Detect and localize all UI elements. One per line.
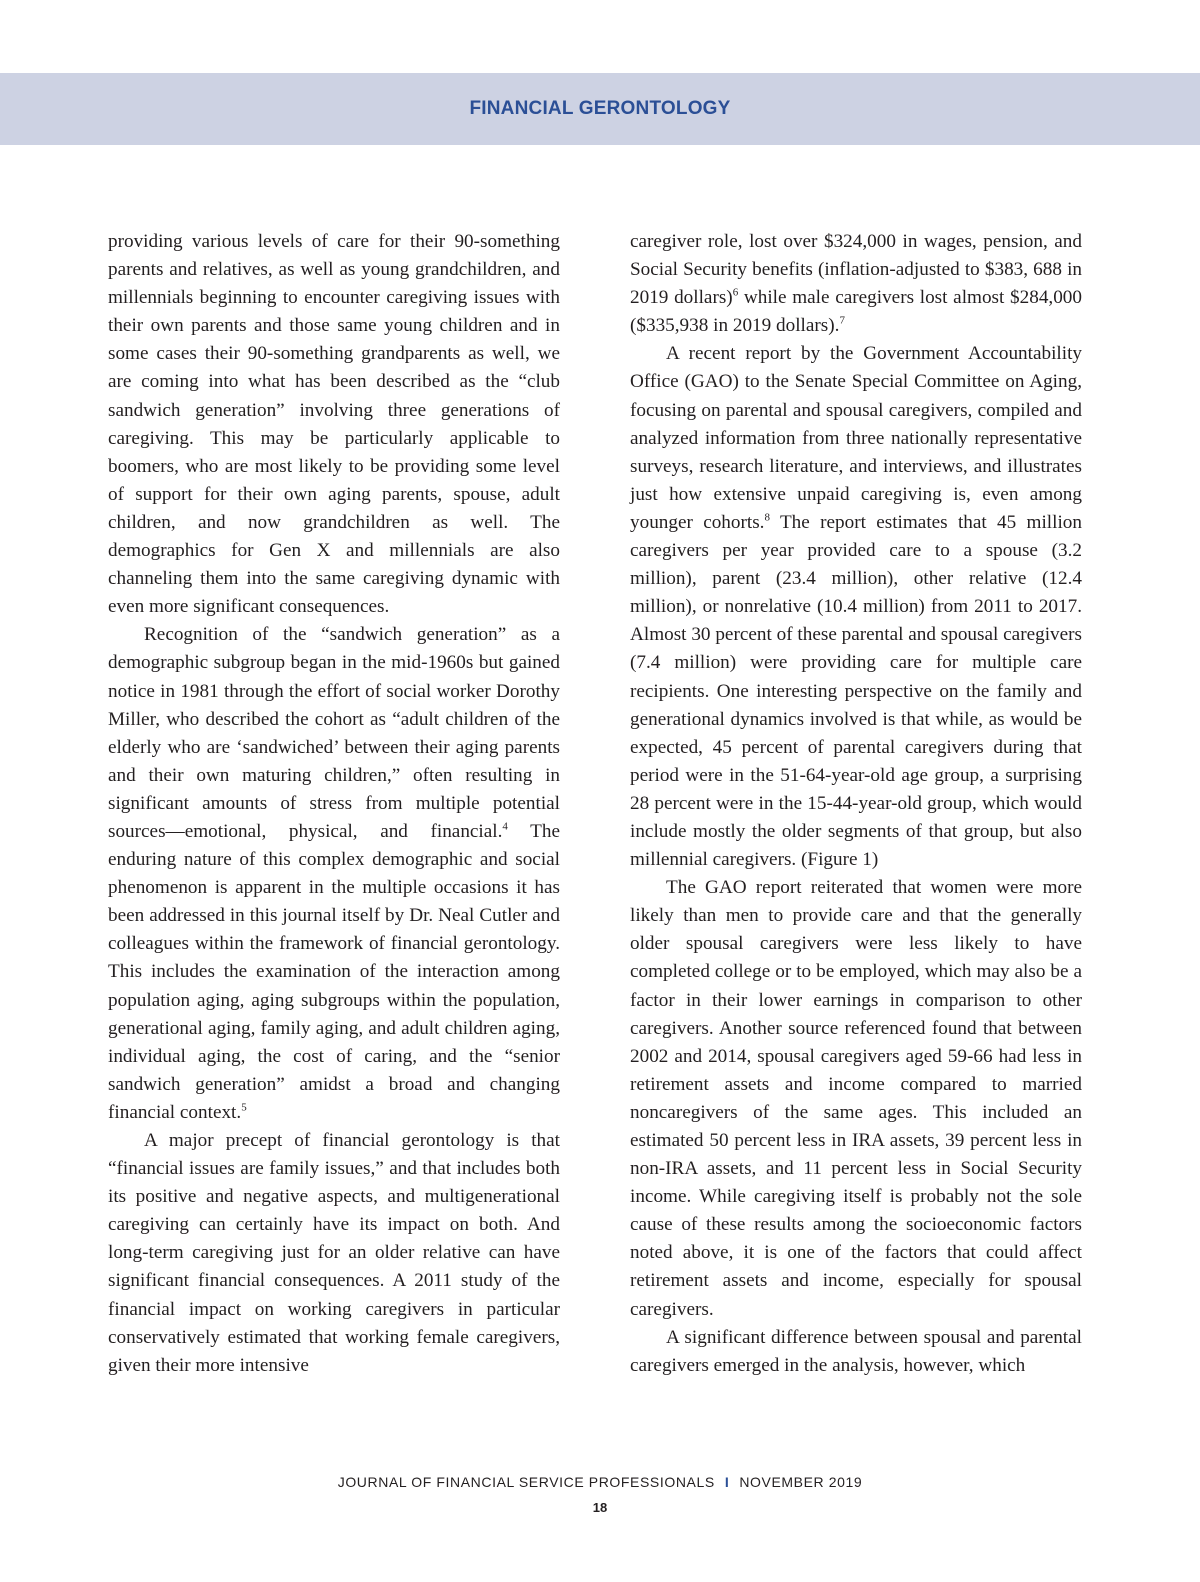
left-column: [108, 228, 560, 1380]
paragraph: The GAO report reiterated that women were more likely than men to provide care and that the generally older spousal caregivers were less likely to have completed college or to be employed, which may also be a factor in their lower earnings in comparison to other caregivers. Another source referenced found that between 2002 and 2014, spousal caregivers aged 59-66 had less in retirement assets and income compared to married noncaregivers of the same ages. This included an estimated 50 percent less in IRA assets, 39 percent less in non-IRA assets, and 11 percent less in Social Security income. While caregiving itself is probably not the sole cause of these results among the socioeconomic factors noted above, it is one of the factors that could affect retirement assets and income, especially for spousal caregivers.: [630, 877, 1082, 1320]
paragraph-text: The report estimates that 45 million caregivers per year provided care to a spouse (3.2 million), parent (23.4 million), other relative (12.4 million), or nonrelative (10.4 million) from 2011 to 2017. Almost 30 percent of these parental and spousal caregivers (7.4 million) were providing care for multiple care recipients. One interesting perspective on the family and generational dynamics involved is that while, as would be expected, 45 percent of parental caregivers during that period were in the 51-64-year-old age group, a surprising 28 percent were in the 15-44-year-old group, which would include mostly the older segments of that group, but also millennial caregivers. (Figure 1): [630, 511, 1082, 871]
paragraph-text: A recent report by the Government Accountability Office (GAO) to the Senate Special Committee on Aging, focusing on parental and spousal caregivers, compiled and analyzed information from three nationally representative surveys, research literature, and interviews, and illustrates just how extensive unpaid caregiving is, even among younger cohorts.: [630, 343, 1082, 533]
paragraph: A significant difference between spousal and parental caregivers emerged in the analysis, however, which: [630, 1326, 1082, 1376]
footnote-ref: 7: [839, 314, 845, 327]
paragraph: [630, 228, 1082, 340]
footnote-ref: 5: [241, 1101, 247, 1114]
paragraph-text: Recognition of the “sandwich generation” as a demographic subgroup began in the mid-1960s but gained notice in 1981 through the effort of social worker Dorothy Miller, who described the cohort as “adult children of the elderly who are ‘sandwiched’ between their aging parents and their own maturing children,” often resulting in significant amounts of stress from multiple potential sources—emotional, physical, and financial.: [108, 624, 560, 842]
footnote-ref: 4: [502, 820, 508, 833]
right-column: [630, 228, 1082, 1380]
paragraph: [630, 340, 1082, 874]
footer: [0, 1474, 1200, 1490]
issue-date: NOVEMBER 2019: [739, 1474, 863, 1490]
paragraph: [108, 621, 560, 1127]
paragraph: A major precept of financial gerontology is that “financial issues are family issues,” and that includes both its positive and negative aspects, and multigenerational caregiving can certainly have its impact on both. And long-term caregiving just for an older relative can have significant financial consequences. A 2011 study of the financial impact on working caregivers in particular conservatively estimated that working female caregivers, given their more intensive: [108, 1130, 560, 1376]
header-band: [0, 73, 1200, 145]
footnote-ref: 6: [732, 286, 739, 299]
section-title: FINANCIAL GERONTOLOGY: [469, 98, 731, 119]
paragraph-text: caregiver role, lost over $324,000 in wages, pension, and Social Security benefits (inflation-adjusted to $383, 688 in 2019 dollars): [630, 231, 1082, 309]
paragraph: providing various levels of care for their 90-something parents and relatives, as well as young grandchildren, and millennials beginning to encounter caregiving issues with their own parents and those same young children and in some cases their 90-something grandparents as well, we are coming into what has been described as the “club sandwich generation” involving three generations of caregiving. This may be particularly applicable to boomers, who are most likely to be providing some level of support for their own aging parents, spouse, adult children, and now grandchildren as well. The demographics for Gen X and millennials are also channeling them into the same caregiving dynamic with even more significant consequences.: [108, 231, 560, 618]
paragraph-text: The enduring nature of this complex demographic and social phenomenon is apparent in the multiple occasions it has been addressed in this journal itself by Dr. Neal Cutler and colleagues within the framework of financial gerontology. This includes the examination of the interaction among population aging, aging subgroups within the population, generational aging, family aging, and adult children aging, individual aging, the cost of caring, and the “senior sandwich generation” amidst a broad and changing financial context.: [108, 820, 561, 1123]
page-number: 18: [592, 1500, 608, 1515]
paragraph-text: while male caregivers lost almost $284,000 ($335,938 in 2019 dollars).: [630, 287, 1082, 337]
footer-separator: I: [724, 1474, 730, 1490]
footnote-ref: 8: [764, 511, 770, 524]
journal-name: JOURNAL OF FINANCIAL SERVICE PROFESSIONALS: [337, 1474, 715, 1490]
